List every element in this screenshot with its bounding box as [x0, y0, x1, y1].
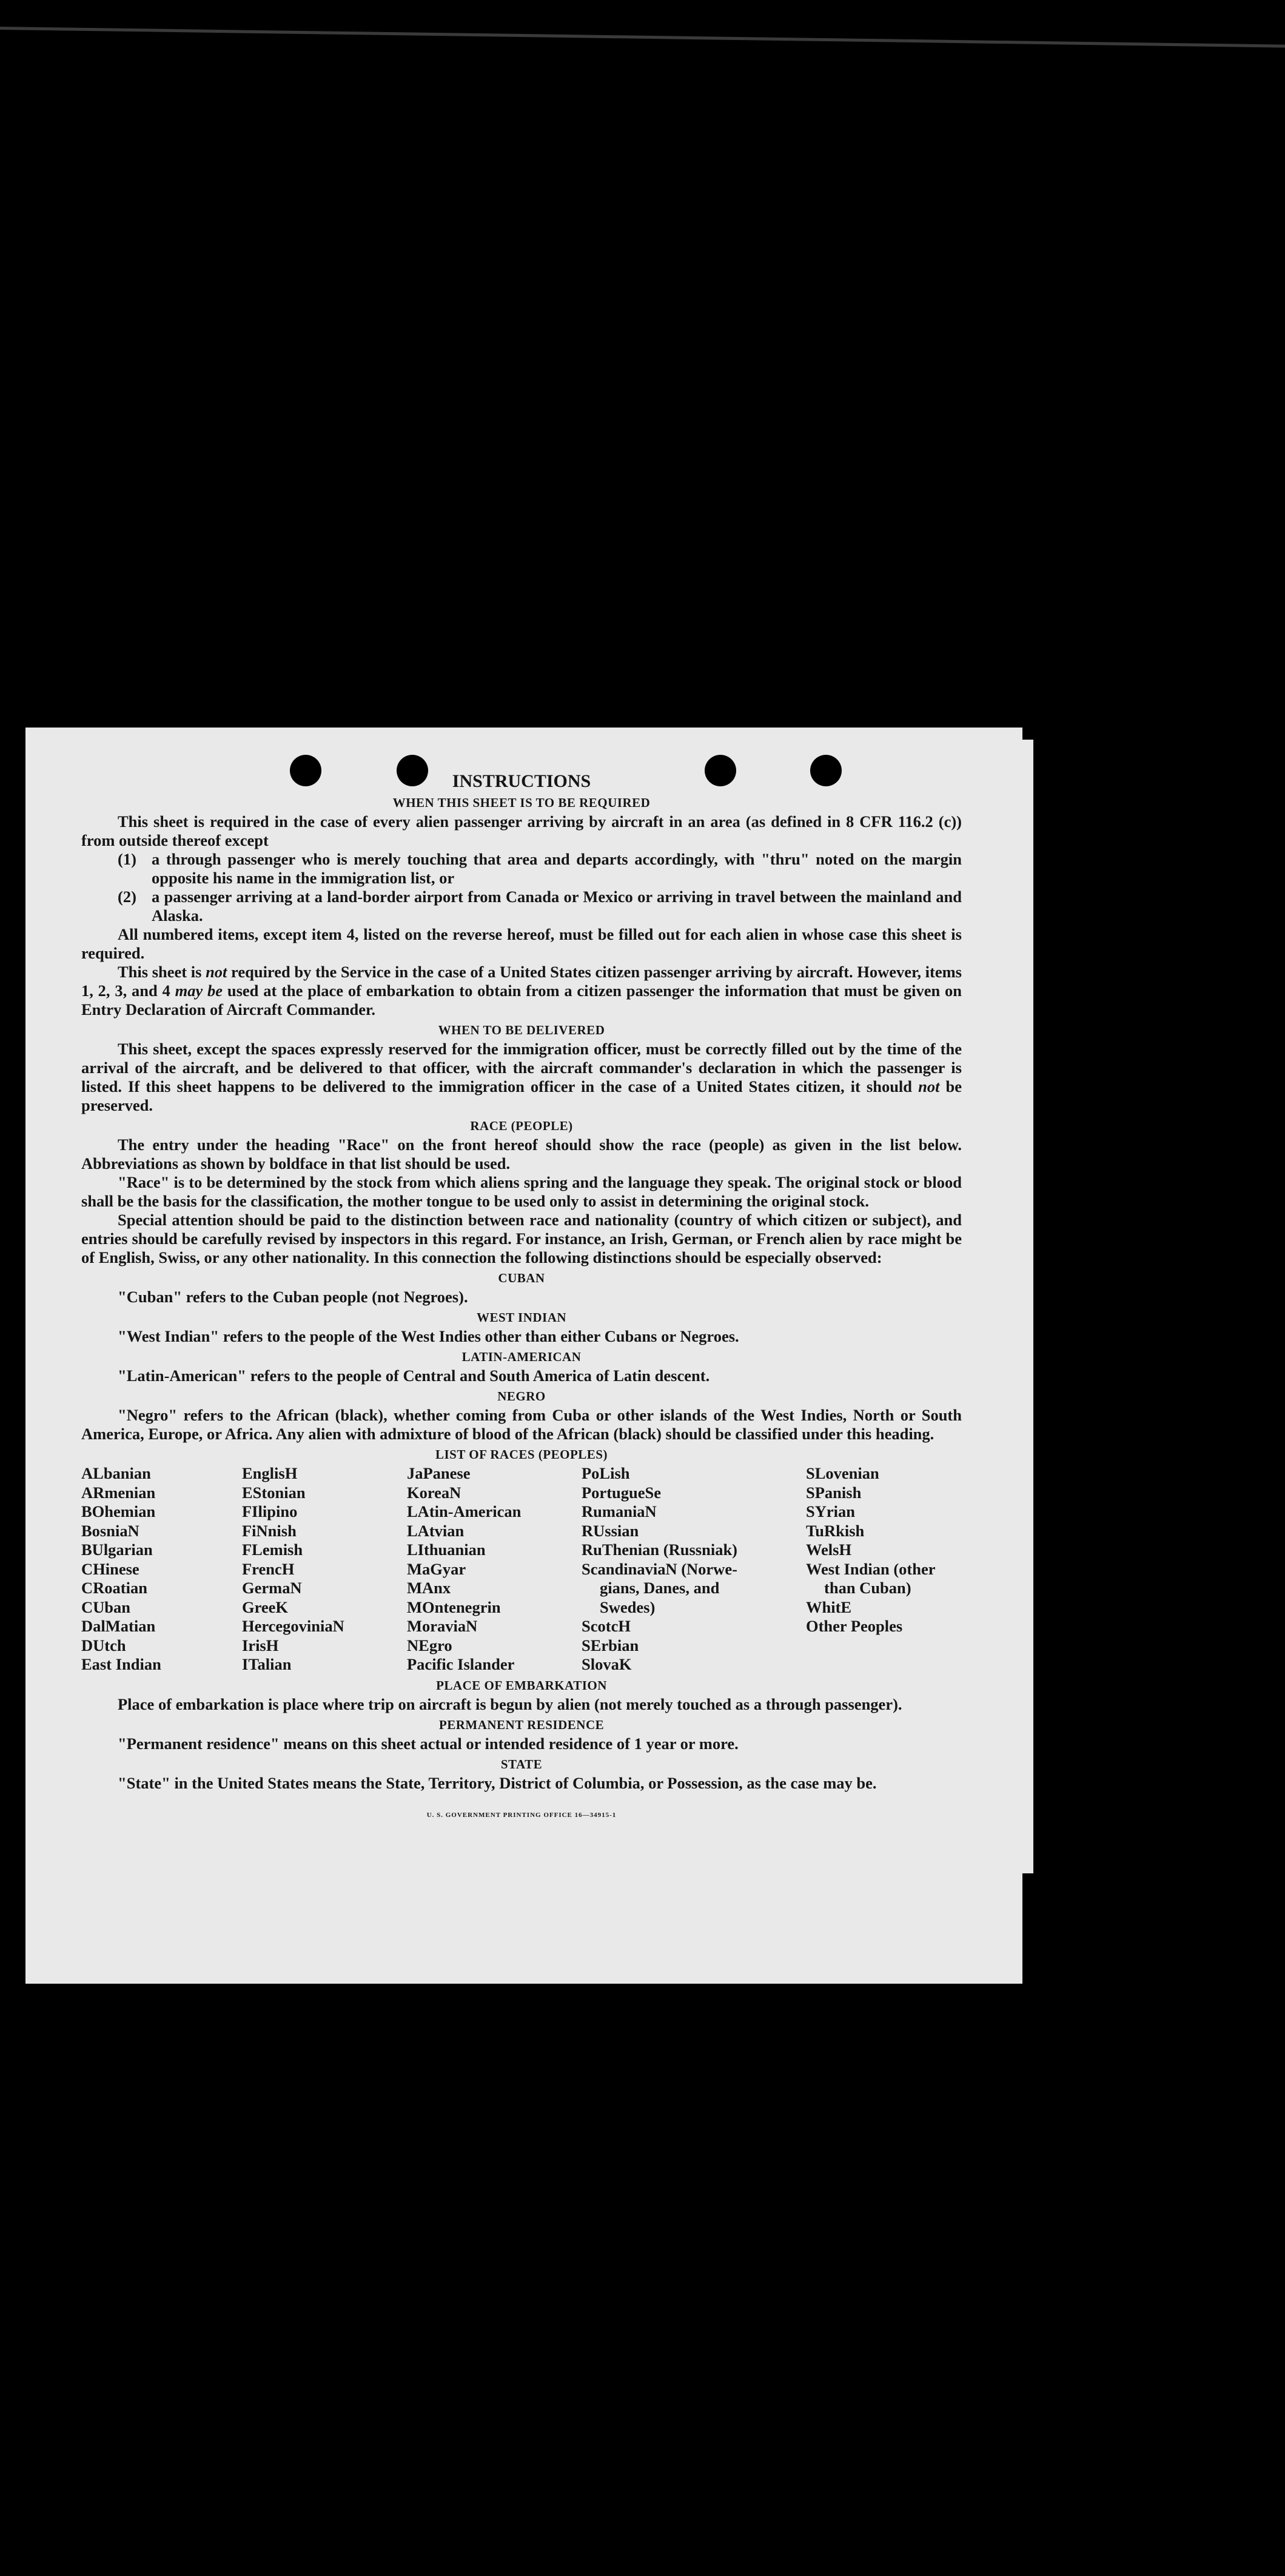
race-item: MOntenegrin: [407, 1597, 501, 1616]
race-item: Swedes): [600, 1597, 656, 1616]
paragraph: "Permanent residence" means on this sheet actual or intended residence of 1 year or more.: [118, 1734, 739, 1753]
race-list: [81, 1464, 962, 1674]
race-item: ALbanian: [81, 1464, 151, 1482]
race-item: FrencH: [242, 1559, 295, 1578]
exception-list: [81, 850, 962, 925]
race-item: BosniaN: [81, 1521, 139, 1540]
race-item: IrisH: [242, 1636, 279, 1654]
paragraph: This sheet is required in the case of every alien passenger arriving by aircraft in an area (as defined in 8 CFR 116.2 (c)) from outside thereof except: [81, 812, 962, 849]
race-item: EnglisH: [242, 1464, 298, 1482]
paragraph: "West Indian" refers to the people of the West Indies other than either Cubans or Negroes.: [118, 1327, 739, 1345]
paragraph: "State" in the United States means the State, Territory, District of Columbia, or Possession, as the case may be.: [118, 1773, 877, 1792]
race-column: [81, 1464, 242, 1674]
race-item: DUtch: [81, 1636, 126, 1654]
race-item: HercegoviniaN: [242, 1617, 344, 1635]
race-item: gians, Danes, and: [600, 1579, 720, 1597]
race-item: MoraviaN: [407, 1617, 478, 1635]
section-heading: PERMANENT RESIDENCE: [438, 1717, 605, 1732]
race-column: [242, 1464, 407, 1674]
list-item: (1) a through passenger who is merely touching that area and departs accordingly, with "thru" noted on the margin opposite his name in the immigration list, or: [118, 850, 962, 887]
section-heading: STATE: [500, 1756, 543, 1771]
paragraph: Place of embarkation is place where trip on aircraft is begun by alien (not merely touched as a through passenger).: [118, 1694, 902, 1713]
paragraph: "Negro" refers to the African (black), whether coming from Cuba or other islands of the West Indies, North or South America, Europe, or Africa. Any alien with admixture of blood of the African (black) should be classified under this heading.: [81, 1406, 962, 1443]
race-item: RuThenian (Russniak): [582, 1541, 738, 1559]
race-item: NEgro: [407, 1636, 452, 1654]
section-heading: LIST OF RACES (PEOPLES): [435, 1447, 608, 1462]
race-item: BUlgarian: [81, 1541, 153, 1559]
race-item: than Cuban): [824, 1579, 911, 1597]
scan-edge-line: [0, 27, 1285, 48]
race-item: BOhemian: [81, 1502, 156, 1521]
race-item: Pacific Islander: [407, 1655, 515, 1673]
paragraph: This sheet is not required by the Service in the case of a United States citizen passenger arriving by aircraft. However, items 1, 2, 3, and 4 may be used at the place of embarkation to obtain from a citizen passenger the information that must be given on Entry Declaration of Aircraft Commander.: [81, 963, 962, 1019]
section-heading: LATIN-AMERICAN: [461, 1350, 582, 1364]
paragraph: This sheet, except the spaces expressly reserved for the immigration officer, must be correctly filled out by the time of the arrival of the aircraft, and be delivered to that officer, with the aircraft commander's declaration in which the passenger is listed. If this sheet happens to be delivered to the immigration officer in the case of a United States citizen, it should not be preserved.: [81, 1040, 962, 1114]
race-item: SYrian: [806, 1502, 855, 1521]
race-item: GermaN: [242, 1579, 302, 1597]
race-item: FLemish: [242, 1541, 303, 1559]
paragraph: "Cuban" refers to the Cuban people (not Negroes).: [118, 1288, 468, 1306]
race-item: GreeK: [242, 1597, 289, 1616]
race-item: CUban: [81, 1597, 131, 1616]
punch-hole: [810, 755, 842, 786]
race-column: [407, 1464, 582, 1674]
paragraph: The entry under the heading "Race" on the front hereof should show the race (people) as given in the list below. Abbreviations as shown by boldface in that list should be used.: [81, 1136, 962, 1173]
paragraph: "Latin-American" refers to the people of Central and South America of Latin descent.: [118, 1367, 710, 1385]
paragraph: "Race" is to be determined by the stock from which aliens spring and the language they speak. The original stock or blood shall be the basis for the classification, the mother tongue to be used only to assist in determining the original stock.: [81, 1173, 962, 1210]
section-heading: RACE (PEOPLE): [470, 1119, 573, 1133]
race-item: LIthuanian: [407, 1541, 486, 1559]
race-item: RUssian: [582, 1521, 639, 1540]
paragraph: All numbered items, except item 4, listed on the reverse hereof, must be filled out for each alien in whose case this sheet is required.: [81, 925, 962, 962]
page-title: INSTRUCTIONS: [452, 771, 591, 791]
race-column: [582, 1464, 806, 1674]
section-heading: WHEN TO BE DELIVERED: [438, 1023, 605, 1037]
punch-hole: [397, 755, 428, 786]
race-column: [806, 1464, 964, 1674]
list-item: (2) a passenger arriving at a land-border airport from Canada or Mexico or arriving in travel between the mainland and Alaska.: [118, 888, 962, 925]
race-item: EStonian: [242, 1483, 306, 1502]
instruction-sheet: [25, 728, 1022, 1984]
race-item: SLovenian: [806, 1464, 879, 1482]
race-item: ITalian: [242, 1655, 292, 1673]
paper-edge-tab: [1022, 740, 1033, 1873]
race-item: MaGyar: [407, 1559, 466, 1578]
section-heading: WEST INDIAN: [476, 1310, 567, 1325]
paragraph: Special attention should be paid to the distinction between race and nationality (country of which citizen or subject), and entries should be carefully revised by inspectors in this regard. For instance, an Irish, German, or French alien by race might be of English, Swiss, or any other nationality. In this connection the following distinctions should be especially observed:: [81, 1211, 962, 1266]
race-item: MAnx: [407, 1579, 451, 1597]
punch-hole: [290, 755, 321, 786]
race-item: FiNnish: [242, 1521, 297, 1540]
race-item: East Indian: [81, 1655, 161, 1673]
race-item: WhitE: [806, 1597, 852, 1616]
race-item: ScandinaviaN (Norwe-: [582, 1559, 737, 1578]
race-item: SlovaK: [582, 1655, 632, 1673]
race-item: West Indian (other: [806, 1559, 936, 1578]
race-item: FIlipino: [242, 1502, 298, 1521]
race-item: SErbian: [582, 1636, 639, 1654]
race-item: JaPanese: [407, 1464, 471, 1482]
race-item: RumaniaN: [582, 1502, 657, 1521]
race-item: PortugueSe: [582, 1483, 662, 1502]
race-item: SPanish: [806, 1483, 862, 1502]
race-item: DalMatian: [81, 1617, 156, 1635]
race-item: CHinese: [81, 1559, 139, 1578]
race-item: LAtvian: [407, 1521, 465, 1540]
section-heading: PLACE OF EMBARKATION: [436, 1678, 607, 1693]
section-heading: NEGRO: [497, 1389, 546, 1403]
race-item: ARmenian: [81, 1483, 156, 1502]
race-item: LAtin-American: [407, 1502, 522, 1521]
section-heading: WHEN THIS SHEET IS TO BE REQUIRED: [392, 795, 651, 810]
section-heading: CUBAN: [498, 1271, 545, 1285]
race-item: WelsH: [806, 1541, 852, 1559]
punch-hole: [705, 755, 736, 786]
race-item: Other Peoples: [806, 1617, 903, 1635]
race-item: ScotcH: [582, 1617, 631, 1635]
race-item: TuRkish: [806, 1521, 865, 1540]
race-item: CRoatian: [81, 1579, 147, 1597]
printing-office-imprint: U. S. GOVERNMENT PRINTING OFFICE 16—34915-1: [426, 1811, 617, 1819]
race-item: KoreaN: [407, 1483, 461, 1502]
race-item: PoLish: [582, 1464, 630, 1482]
